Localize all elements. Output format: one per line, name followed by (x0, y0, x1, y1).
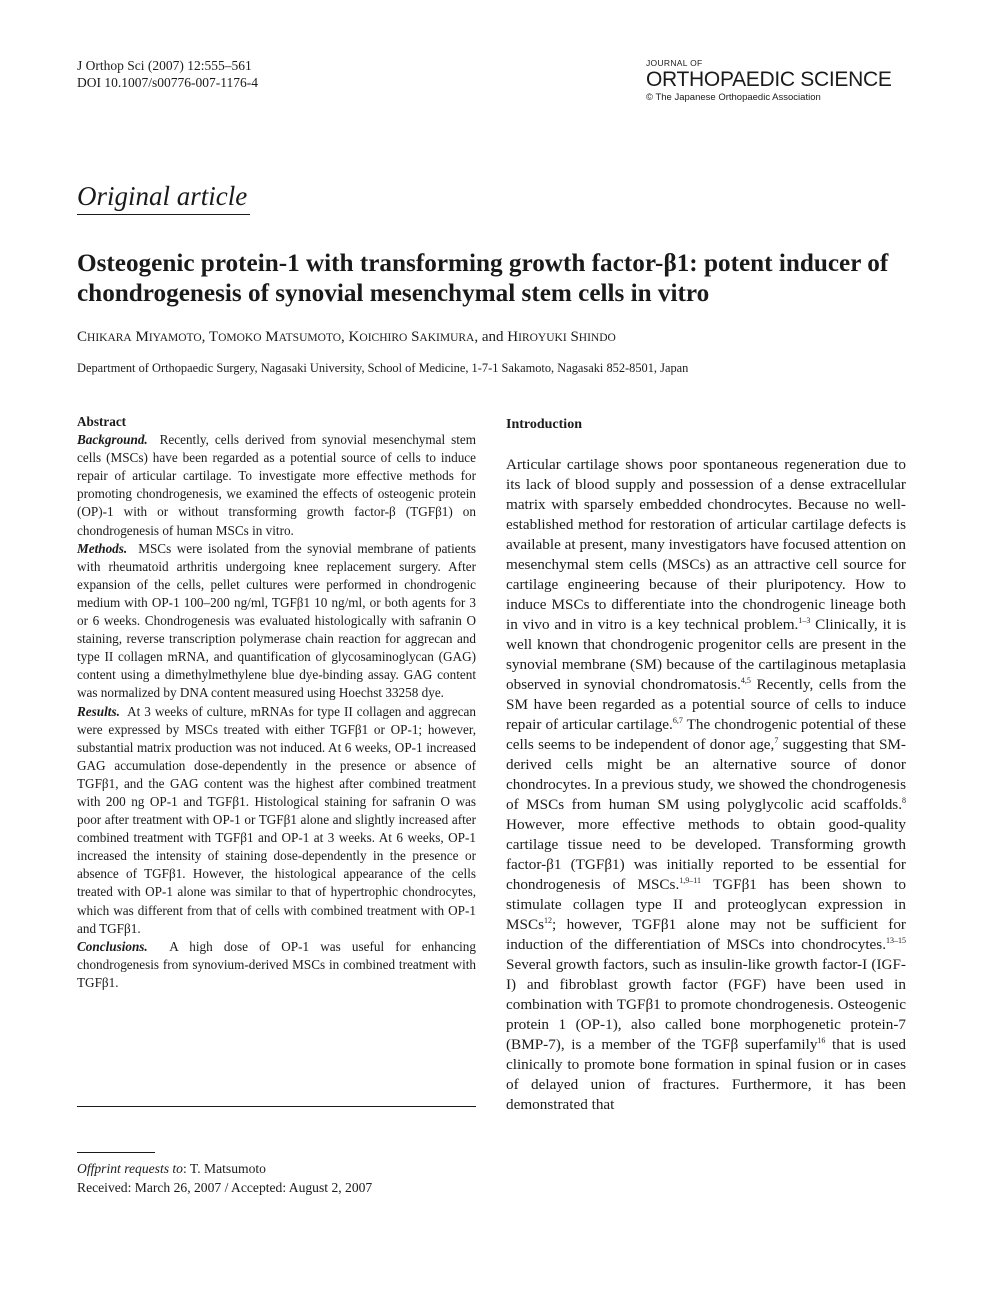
methods-label: Methods. (77, 540, 128, 556)
reference-marker: 6,7 (672, 715, 683, 725)
intro-text-segment: Several growth factors, such as insulin-like growth factor-I (IGF-I) and fibroblast growth factor (FGF) have been used in combination with TGFβ1 to promote chondrogenesis. Osteogenic protein 1 (OP-1), also called bone morphogenetic protein-7 (BMP-7), is a member of the TGFβ superfamily (506, 956, 906, 1053)
abstract-background (77, 431, 476, 540)
reference-marker: 1–3 (798, 615, 811, 625)
reference-marker: 7 (774, 735, 779, 745)
article-title: Osteogenic protein-1 with transforming growth factor-β1: potent inducer of chondrogenesis of synovial mesenchymal stem cells in vitro (77, 250, 889, 307)
intro-text-segment: However, more effective methods to obtain good-quality cartilage tissue need to be developed. Transforming growth factor-β1 (TGFβ1) was initially reported to be essential for chondrogenesis of MSCs. (506, 816, 906, 893)
reference-marker: 13–15 (886, 935, 906, 945)
intro-text-segment: Recently, cells from the SM have been regarded as a potential source of cells to induce repair of articular cartilage. (506, 676, 906, 733)
methods-text: MSCs were isolated from the synovial membrane of patients with rheumatoid arthritis undergoing knee replacement surgery. After expansion of the cells, pellet cultures were performed in chondrogenic medium with OP-1 100–200 ng/ml, TGFβ1 10 ng/ml, or both agents for 3 or 6 weeks. Chondrogenesis was evaluated histologically with safranin O staining, reverse transcription polymerase chain reaction for aggrecan and type II collagen mRNA, and quantification of glycosaminoglycan (GAG) content using a dimethylmethylene blue dye-binding assay. GAG content was normalized by DNA content measured using Hoechst 33258 dye. (77, 540, 476, 701)
abstract-heading: Abstract (77, 414, 127, 429)
background-text: Recently, cells derived from synovial mesenchymal stem cells (MSCs) have been regarded as a potential source of cells to induce repair of articular cartilage. To investigate more effective methods for promoting chondrogenesis, we examined the effects of osteogenic protein (OP)-1 with or without transforming growth factor-β (TGFβ1) on chondrogenesis of human MSCs in vitro. (77, 432, 477, 538)
intro-text-segment: that is used clinically to promote bone formation in spinal fusion or in cases of delayed union of fractures. Furthermore, it has been demonstrated that (506, 1036, 906, 1113)
reference-marker: 1,9–11 (679, 875, 701, 885)
results-text: At 3 weeks of culture, mRNAs for type II collagen and aggrecan were expressed by MSCs treated with either TGFβ1 or OP-1; however, substantial matrix production was not induced. At 6 weeks, OP-1 increased GAG accumulation dose-dependently in the presence or absence of TGFβ1, and the GAG content was the highest after combined treatment with 200 ng OP-1 and TGFβ1. Histological staining for safranin O was poor after treatment with OP-1 or TGFβ1 alone and slightly increased after combined treatment with TGFβ1 and OP-1 at 3 weeks. At 6 weeks, OP-1 increased the intensity of staining dose-dependently in the presence or absence of TGFβ1. However, the histological appearance of the cells treated with OP-1 alone was similar to that of hypertrophic chondrocytes, which was different from that of cells with combined treatment with OP-1 and TGFβ1. (77, 703, 476, 936)
introduction-column (506, 415, 906, 1115)
introduction-paragraph (506, 455, 906, 1115)
footnote-divider (77, 1152, 155, 1153)
intro-text-segment: TGFβ1 has been shown to stimulate collagen type II and proteoglycan expression in MSCs (506, 876, 906, 933)
intro-text-segment: Articular cartilage shows poor spontaneous regeneration due to its lack of blood supply and possession of a dense extracellular matrix with sparsely embedded chondrocytes. Because no well-established method for restoration of articular cartilage defects is available at present, many investigators have focused attention on mesenchymal stem cells (MSCs) as an attractive cell source for cartilage engineering because of their pluripotency. How to induce MSCs to differentiate into the chondrogenic lineage both in vivo and in vitro is a key technical problem. (506, 456, 906, 633)
abstract-methods (77, 540, 476, 703)
reference-marker: 8 (902, 795, 906, 805)
journal-prefix: JOURNAL OF (646, 58, 703, 68)
received-line: Received: March 26, 2007 / Accepted: August 2, 2007 (77, 1179, 373, 1195)
journal-name: ORTHOPAEDIC SCIENCE (646, 68, 892, 91)
abstract-conclusions (77, 938, 476, 992)
offprint-label: Offprint requests to (77, 1161, 183, 1176)
intro-text-segment: ; however, TGFβ1 alone may not be sufficient for induction of the differentiation of MSCs into chondrocytes. (506, 916, 906, 953)
journal-logo (646, 58, 892, 104)
reference-marker: 12 (544, 915, 552, 925)
results-label: Results. (77, 703, 120, 719)
author-list: CHIKARA MIYAMOTO, TOMOKO MATSUMOTO, KOICHIRO SAKIMURA, and HIROYUKI SHINDO (77, 329, 616, 345)
offprint-line (77, 1160, 476, 1179)
article-type: Original article (77, 181, 248, 211)
doi-line: DOI 10.1007/s00776-007-1176-4 (77, 75, 258, 90)
intro-text-segment: The chondrogenic potential of these cells seems to be independent of donor age, (506, 716, 906, 753)
conclusions-text: A high dose of OP-1 was useful for enhancing chondrogenesis from synovium-derived MSCs in combined treatment with TGFβ1. (77, 938, 476, 990)
introduction-heading: Introduction (506, 417, 582, 432)
conclusions-label: Conclusions. (77, 938, 148, 954)
journal-copyright: © The Japanese Orthopaedic Association (646, 92, 821, 103)
reference-marker: 4,5 (740, 675, 751, 685)
citation-line: J Orthop Sci (2007) 12:555–561 (77, 58, 252, 73)
reference-marker: 16 (817, 1035, 826, 1045)
abstract-column (77, 413, 476, 992)
article-type-underline (77, 214, 250, 215)
intro-text-segment: suggesting that SM-derived cells might be an alternative source of donor chondrocytes. In a previous study, we showed the chondrogenesis of MSCs from human SM using polyglycolic acid scaffolds. (506, 736, 906, 813)
offprint-value: : T. Matsumoto (182, 1161, 266, 1176)
citation-block (77, 57, 258, 91)
intro-text-segment: Clinically, it is well known that chondrogenic progenitor cells are present in the synovial membrane (SM) because of the cartilaginous metaplasia observed in synovial chondromatosis. (506, 616, 906, 693)
abstract-divider (77, 1106, 476, 1107)
affiliation: Department of Orthopaedic Surgery, Nagasaki University, School of Medicine, 1-7-1 Sakamoto, Nagasaki 852-8501, Japan (77, 361, 689, 375)
background-label: Background. (77, 432, 148, 448)
footnotes (77, 1160, 476, 1197)
abstract-results (77, 703, 476, 938)
